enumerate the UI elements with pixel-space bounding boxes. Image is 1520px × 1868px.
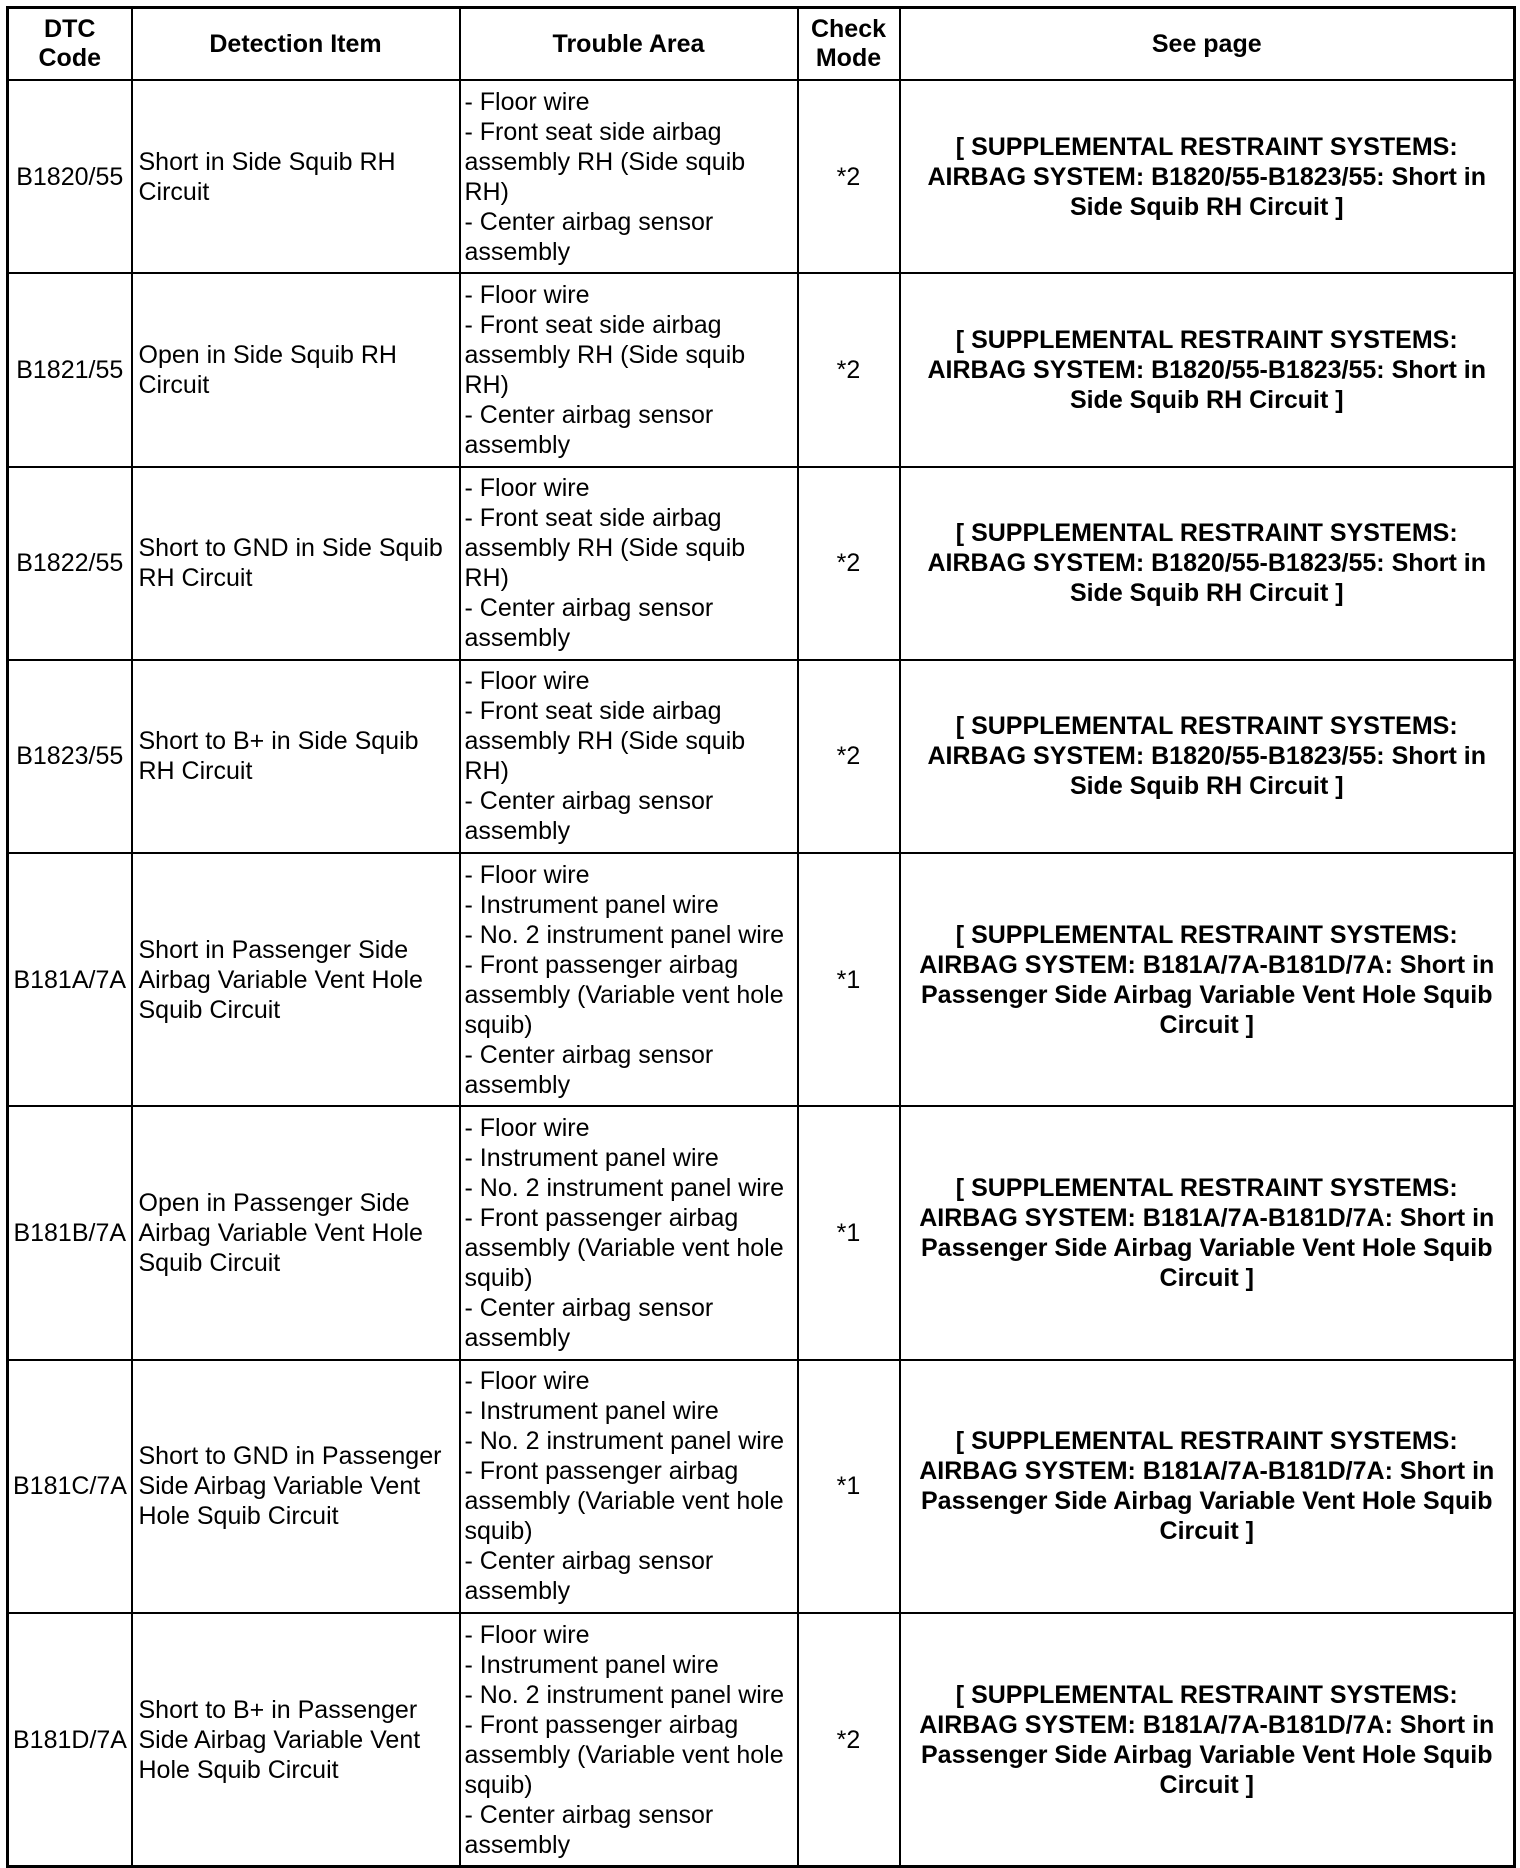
trouble-area-line: - Floor wire xyxy=(464,667,590,696)
trouble-area-line: - No. 2 instrument panel wire xyxy=(464,920,785,949)
dtc-code-cell: B181A/7A xyxy=(8,853,132,1106)
see-page-reference[interactable]: [ SUPPLEMENTAL RESTRAINT SYSTEMS: AIRBAG SYSTEM: B181A/7A-B181D/7A: Short in Passenger Side Airbag Variable Vent Hole Squib Circuit ] xyxy=(900,1106,1515,1359)
detection-item-cell: Short to B+ in Side Squib RH Circuit xyxy=(132,660,460,853)
dtc-code-cell: B181C/7A xyxy=(8,1360,132,1613)
detection-item-cell: Short to B+ in Passenger Side Airbag Variable Vent Hole Squib Circuit xyxy=(132,1613,460,1866)
trouble-area-line: - Floor wire xyxy=(464,474,590,503)
table-row xyxy=(8,80,1515,273)
dtc-code-cell: B181D/7A xyxy=(8,1613,132,1866)
trouble-area-cell xyxy=(460,1106,798,1359)
header-trouble-area: Trouble Area xyxy=(460,8,798,81)
trouble-area-line: - Floor wire xyxy=(464,87,590,116)
trouble-area-cell xyxy=(460,1360,798,1613)
trouble-area-line: - Center airbag sensor assembly xyxy=(464,1040,714,1099)
check-mode-cell: *1 xyxy=(798,1106,900,1359)
trouble-area-line: - Floor wire xyxy=(464,1114,590,1143)
dtc-code-cell: B1822/55 xyxy=(8,467,132,660)
trouble-area-line: - Front seat side airbag assembly RH (Side squib RH) xyxy=(464,504,746,593)
trouble-area-line: - Floor wire xyxy=(464,860,590,889)
see-page-reference[interactable]: [ SUPPLEMENTAL RESTRAINT SYSTEMS: AIRBAG SYSTEM: B181A/7A-B181D/7A: Short in Passenger Side Airbag Variable Vent Hole Squib Circuit ] xyxy=(900,853,1515,1106)
table-row xyxy=(8,467,1515,660)
trouble-area-line: - Floor wire xyxy=(464,280,590,309)
trouble-area-line: - No. 2 instrument panel wire xyxy=(464,1174,785,1203)
trouble-area-line: - No. 2 instrument panel wire xyxy=(464,1427,785,1456)
check-mode-cell: *2 xyxy=(798,80,900,273)
detection-item-cell: Short to GND in Side Squib RH Circuit xyxy=(132,467,460,660)
trouble-area-line: - Front passenger airbag assembly (Variable vent hole squib) xyxy=(464,1710,784,1799)
dtc-code-cell: B181B/7A xyxy=(8,1106,132,1359)
check-mode-cell: *1 xyxy=(798,1360,900,1613)
trouble-area-line: - Floor wire xyxy=(464,1367,590,1396)
detection-item-cell: Short in Passenger Side Airbag Variable Vent Hole Squib Circuit xyxy=(132,853,460,1106)
trouble-area-line: - Front passenger airbag assembly (Variable vent hole squib) xyxy=(464,950,784,1039)
dtc-code-cell: B1820/55 xyxy=(8,80,132,273)
trouble-area-line: - Floor wire xyxy=(464,1620,590,1649)
detection-item-cell: Open in Passenger Side Airbag Variable Vent Hole Squib Circuit xyxy=(132,1106,460,1359)
trouble-area-cell xyxy=(460,467,798,660)
trouble-area-line: - Front seat side airbag assembly RH (Side squib RH) xyxy=(464,310,746,399)
trouble-area-line: - Front passenger airbag assembly (Variable vent hole squib) xyxy=(464,1204,784,1293)
trouble-area-line: - Center airbag sensor assembly xyxy=(464,400,714,459)
dtc-table xyxy=(6,6,1516,1868)
see-page-reference[interactable]: [ SUPPLEMENTAL RESTRAINT SYSTEMS: AIRBAG SYSTEM: B1820/55-B1823/55: Short in Side Squib RH Circuit ] xyxy=(900,660,1515,853)
header-check-mode: Check Mode xyxy=(798,8,900,81)
table-row xyxy=(8,660,1515,853)
trouble-area-line: - Front passenger airbag assembly (Variable vent hole squib) xyxy=(464,1457,784,1546)
dtc-code-cell: B1823/55 xyxy=(8,660,132,853)
trouble-area-cell xyxy=(460,853,798,1106)
trouble-area-line: - Center airbag sensor assembly xyxy=(464,207,714,266)
detection-item-cell: Open in Side Squib RH Circuit xyxy=(132,273,460,466)
trouble-area-line: - Instrument panel wire xyxy=(464,1650,719,1679)
trouble-area-line: - No. 2 instrument panel wire xyxy=(464,1680,785,1709)
see-page-reference[interactable]: [ SUPPLEMENTAL RESTRAINT SYSTEMS: AIRBAG SYSTEM: B1820/55-B1823/55: Short in Side Squib RH Circuit ] xyxy=(900,273,1515,466)
detection-item-cell: Short to GND in Passenger Side Airbag Variable Vent Hole Squib Circuit xyxy=(132,1360,460,1613)
table-row xyxy=(8,1106,1515,1359)
header-see-page: See page xyxy=(900,8,1515,81)
table-row xyxy=(8,273,1515,466)
trouble-area-line: - Center airbag sensor assembly xyxy=(464,787,714,846)
header-row xyxy=(8,8,1515,81)
header-detection-item: Detection Item xyxy=(132,8,460,81)
table-row xyxy=(8,853,1515,1106)
trouble-area-line: - Center airbag sensor assembly xyxy=(464,594,714,653)
check-mode-cell: *2 xyxy=(798,1613,900,1866)
see-page-reference[interactable]: [ SUPPLEMENTAL RESTRAINT SYSTEMS: AIRBAG SYSTEM: B181A/7A-B181D/7A: Short in Passenger Side Airbag Variable Vent Hole Squib Circuit ] xyxy=(900,1360,1515,1613)
trouble-area-line: - Center airbag sensor assembly xyxy=(464,1547,714,1606)
table-body xyxy=(8,80,1515,1867)
trouble-area-line: - Instrument panel wire xyxy=(464,1144,719,1173)
dtc-code-cell: B1821/55 xyxy=(8,273,132,466)
detection-item-cell: Short in Side Squib RH Circuit xyxy=(132,80,460,273)
header-dtc-code: DTC Code xyxy=(8,8,132,81)
trouble-area-cell xyxy=(460,660,798,853)
trouble-area-cell xyxy=(460,273,798,466)
check-mode-cell: *1 xyxy=(798,853,900,1106)
check-mode-cell: *2 xyxy=(798,660,900,853)
check-mode-cell: *2 xyxy=(798,273,900,466)
table-row xyxy=(8,1360,1515,1613)
trouble-area-line: - Center airbag sensor assembly xyxy=(464,1800,714,1859)
see-page-reference[interactable]: [ SUPPLEMENTAL RESTRAINT SYSTEMS: AIRBAG SYSTEM: B1820/55-B1823/55: Short in Side Squib RH Circuit ] xyxy=(900,467,1515,660)
table-row xyxy=(8,1613,1515,1866)
trouble-area-line: - Instrument panel wire xyxy=(464,890,719,919)
see-page-reference[interactable]: [ SUPPLEMENTAL RESTRAINT SYSTEMS: AIRBAG SYSTEM: B1820/55-B1823/55: Short in Side Squib RH Circuit ] xyxy=(900,80,1515,273)
trouble-area-line: - Front seat side airbag assembly RH (Side squib RH) xyxy=(464,117,746,206)
trouble-area-cell xyxy=(460,80,798,273)
trouble-area-line: - Instrument panel wire xyxy=(464,1397,719,1426)
trouble-area-line: - Front seat side airbag assembly RH (Side squib RH) xyxy=(464,697,746,786)
trouble-area-cell xyxy=(460,1613,798,1866)
trouble-area-line: - Center airbag sensor assembly xyxy=(464,1294,714,1353)
see-page-reference[interactable]: [ SUPPLEMENTAL RESTRAINT SYSTEMS: AIRBAG SYSTEM: B181A/7A-B181D/7A: Short in Passenger Side Airbag Variable Vent Hole Squib Circuit ] xyxy=(900,1613,1515,1866)
check-mode-cell: *2 xyxy=(798,467,900,660)
